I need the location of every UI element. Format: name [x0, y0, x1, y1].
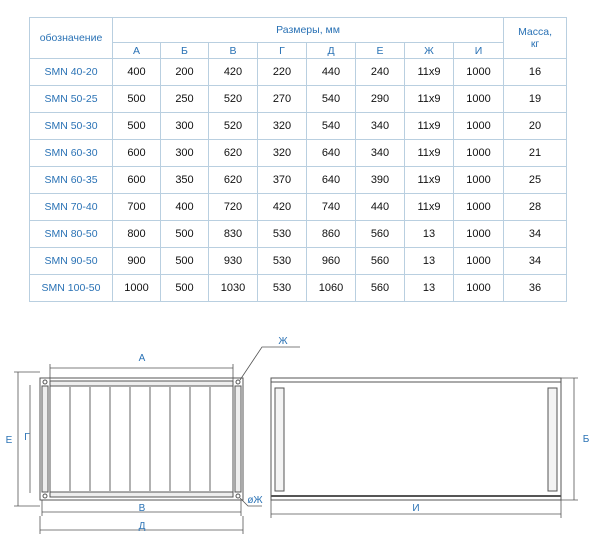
col-b-header: Б	[161, 43, 209, 59]
row-value-6: 13	[405, 221, 454, 248]
corner-hole-bl	[43, 494, 47, 498]
mass-header	[504, 18, 567, 59]
row-value-5: 560	[356, 275, 405, 302]
top-flange	[50, 381, 233, 386]
row-value-2: 930	[209, 248, 258, 275]
row-value-7: 1000	[454, 194, 504, 221]
row-value-0: 600	[113, 140, 161, 167]
row-value-0: 1000	[113, 275, 161, 302]
label-e: Е	[5, 435, 13, 446]
row-value-3: 530	[258, 275, 307, 302]
row-mass: 21	[504, 140, 567, 167]
row-designation: SMN 50-30	[30, 113, 113, 140]
side-right-flange	[548, 388, 557, 491]
row-value-2: 620	[209, 140, 258, 167]
front-view-drawing	[40, 378, 243, 500]
baffle-panels	[70, 387, 210, 491]
row-value-3: 320	[258, 140, 307, 167]
row-value-1: 500	[161, 275, 209, 302]
row-value-0: 500	[113, 113, 161, 140]
row-value-1: 200	[161, 59, 209, 86]
row-value-0: 900	[113, 248, 161, 275]
right-flange	[235, 386, 241, 492]
row-value-3: 320	[258, 113, 307, 140]
row-value-1: 500	[161, 221, 209, 248]
row-value-7: 1000	[454, 59, 504, 86]
row-value-0: 600	[113, 167, 161, 194]
row-value-5: 560	[356, 248, 405, 275]
mass-header-line1: Масса,	[518, 26, 553, 38]
row-value-7: 1000	[454, 86, 504, 113]
row-designation: SMN 100-50	[30, 275, 113, 302]
row-value-5: 440	[356, 194, 405, 221]
row-value-5: 240	[356, 59, 405, 86]
row-value-4: 440	[307, 59, 356, 86]
row-value-2: 620	[209, 167, 258, 194]
row-value-7: 1000	[454, 113, 504, 140]
label-v: В	[138, 503, 146, 514]
row-value-7: 1000	[454, 275, 504, 302]
label-i: И	[412, 503, 420, 514]
row-value-6: 13	[405, 248, 454, 275]
table-row	[30, 275, 567, 302]
row-value-0: 500	[113, 86, 161, 113]
corner-hole-br	[236, 494, 240, 498]
row-value-0: 700	[113, 194, 161, 221]
dimensions-table	[29, 17, 567, 302]
row-designation: SMN 80-50	[30, 221, 113, 248]
col-v-header: В	[209, 43, 258, 59]
row-value-3: 530	[258, 248, 307, 275]
row-designation: SMN 60-35	[30, 167, 113, 194]
leader-zh	[240, 347, 300, 380]
row-value-6: 11х9	[405, 59, 454, 86]
row-value-2: 830	[209, 221, 258, 248]
row-value-0: 800	[113, 221, 161, 248]
table-row	[30, 140, 567, 167]
col-e-header: Е	[356, 43, 405, 59]
table-row	[30, 194, 567, 221]
row-value-4: 1060	[307, 275, 356, 302]
row-designation: SMN 70-40	[30, 194, 113, 221]
row-mass: 20	[504, 113, 567, 140]
corner-hole-tr	[236, 380, 240, 384]
row-value-5: 340	[356, 113, 405, 140]
designation-header: обозначение	[30, 18, 113, 59]
row-mass: 19	[504, 86, 567, 113]
row-designation: SMN 60-30	[30, 140, 113, 167]
row-value-4: 860	[307, 221, 356, 248]
row-value-7: 1000	[454, 140, 504, 167]
row-mass: 28	[504, 194, 567, 221]
label-g: Г	[24, 432, 30, 443]
row-mass: 34	[504, 248, 567, 275]
col-d-header: Д	[307, 43, 356, 59]
row-value-3: 270	[258, 86, 307, 113]
side-body	[271, 378, 561, 500]
row-value-1: 400	[161, 194, 209, 221]
side-left-flange	[275, 388, 284, 491]
row-designation: SMN 40-20	[30, 59, 113, 86]
label-d: Д	[138, 521, 146, 532]
row-value-3: 220	[258, 59, 307, 86]
row-value-6: 11х9	[405, 194, 454, 221]
front-frame-inner	[50, 385, 233, 493]
row-value-6: 11х9	[405, 140, 454, 167]
row-value-1: 350	[161, 167, 209, 194]
row-value-4: 640	[307, 167, 356, 194]
row-value-4: 540	[307, 86, 356, 113]
label-b: Б	[582, 434, 590, 445]
row-value-2: 720	[209, 194, 258, 221]
col-i-header: И	[454, 43, 504, 59]
product-drawings	[0, 330, 600, 547]
row-value-1: 250	[161, 86, 209, 113]
row-value-5: 290	[356, 86, 405, 113]
table-row	[30, 221, 567, 248]
row-value-5: 560	[356, 221, 405, 248]
row-value-2: 520	[209, 113, 258, 140]
bottom-flange	[50, 492, 233, 497]
left-flange	[42, 386, 48, 492]
row-value-6: 11х9	[405, 113, 454, 140]
row-value-4: 540	[307, 113, 356, 140]
table-row	[30, 59, 567, 86]
row-value-3: 420	[258, 194, 307, 221]
row-value-1: 300	[161, 113, 209, 140]
row-value-7: 1000	[454, 248, 504, 275]
col-g-header: Г	[258, 43, 307, 59]
row-value-3: 530	[258, 221, 307, 248]
label-diam-zh: øЖ	[247, 495, 263, 506]
label-a: А	[138, 353, 146, 364]
table-row	[30, 167, 567, 194]
mass-header-line2: кг	[530, 38, 540, 50]
row-mass: 25	[504, 167, 567, 194]
corner-hole-tl	[43, 380, 47, 384]
table-row	[30, 113, 567, 140]
row-value-6: 11х9	[405, 86, 454, 113]
col-a-header: А	[113, 43, 161, 59]
dimensions-header: Размеры, мм	[113, 18, 504, 43]
table-row	[30, 248, 567, 275]
row-value-4: 960	[307, 248, 356, 275]
row-value-2: 520	[209, 86, 258, 113]
side-view-drawing	[271, 378, 561, 500]
row-value-1: 300	[161, 140, 209, 167]
row-mass: 16	[504, 59, 567, 86]
row-value-3: 370	[258, 167, 307, 194]
row-value-2: 1030	[209, 275, 258, 302]
row-value-5: 390	[356, 167, 405, 194]
row-value-4: 740	[307, 194, 356, 221]
row-designation: SMN 50-25	[30, 86, 113, 113]
row-mass: 34	[504, 221, 567, 248]
row-value-1: 500	[161, 248, 209, 275]
row-value-6: 11х9	[405, 167, 454, 194]
row-designation: SMN 90-50	[30, 248, 113, 275]
row-value-0: 400	[113, 59, 161, 86]
col-zh-header: Ж	[405, 43, 454, 59]
row-value-6: 13	[405, 275, 454, 302]
row-value-5: 340	[356, 140, 405, 167]
row-value-2: 420	[209, 59, 258, 86]
label-zh: Ж	[278, 336, 288, 347]
row-mass: 36	[504, 275, 567, 302]
row-value-4: 640	[307, 140, 356, 167]
table-row	[30, 86, 567, 113]
row-value-7: 1000	[454, 221, 504, 248]
row-value-7: 1000	[454, 167, 504, 194]
